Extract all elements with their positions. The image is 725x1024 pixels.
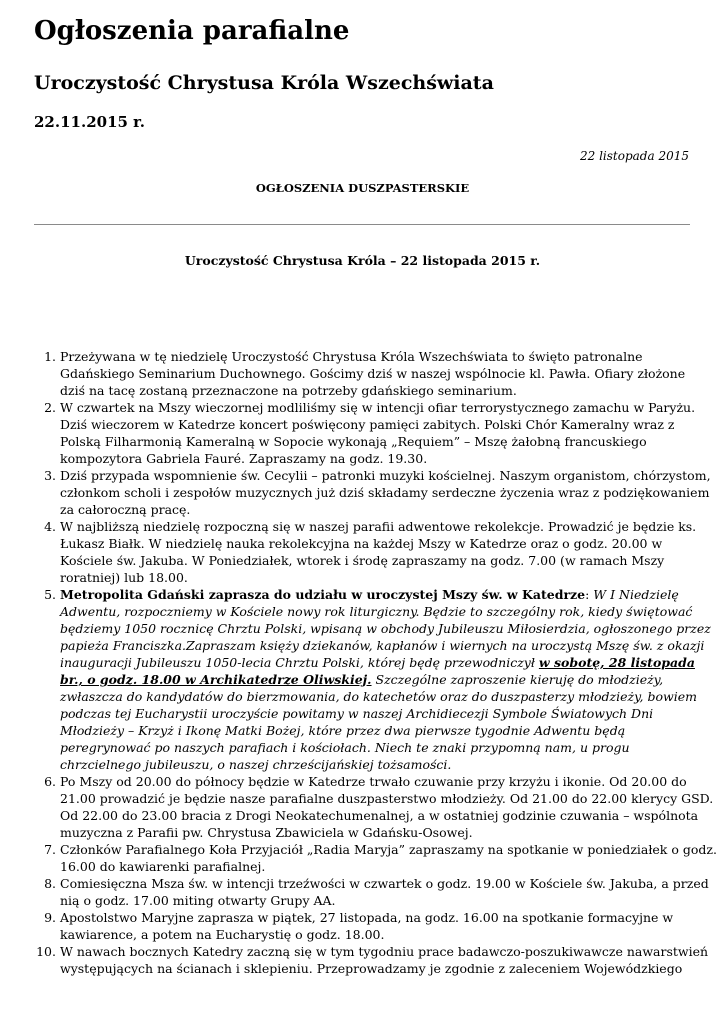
list-item-text: Adwentu, rozpoczniemy w Kościele nowy rok liturgiczny. Będzie to szczególny rok, kiedy świętować (60, 604, 693, 619)
underlined-bold-text: br., o godz. 18.00 w Archikatedrze Oliwskiej. (60, 672, 372, 687)
list-item (44, 467, 711, 518)
list-item-text: zwłaszcza do kandydatów do bierzmowania, do katechetów oraz do duszpasterzy młodzieży, bowiem (60, 689, 697, 704)
list-item-text: kawiarence, a potem na Eucharystię o godz. 18.00. (60, 927, 385, 942)
bold-text: Metropolita Gdański zaprasza do udziału w uroczystej Mszy św. w Katedrze (60, 587, 586, 602)
list-item-text: Polską Filharmonią Kameralną w Sopocie wykonają „Requiem” – Mszę żałobną francuskiego (60, 434, 647, 449)
section-heading: OGŁOSZENIA DUSZPASTERSKIE (255, 181, 470, 195)
list-item-text: roratniej) lub 18.00. (60, 570, 188, 585)
list-item-text: 16.00 do kawiarenki parafialnej. (60, 859, 266, 874)
list-item-text: chrzcielnego jubileuszu, o naszej chrześcijańskiej tożsamości. (60, 757, 452, 772)
list-item (36, 943, 709, 977)
list-number: 4. (44, 519, 56, 534)
list-number: 6. (44, 774, 56, 789)
list-item-text: peregrynować po naszych parafiach i kościołach. Niech te znaki przypomną nam, u progu (60, 740, 630, 755)
list-item-text: Łukasz Białk. W niedzielę nauka rekolekcyjna na każdej Mszy w Katedrze oraz o godz. 20.00 w (60, 536, 663, 551)
italic-text: inauguracji Jubileuszu 1050-lecia Chrztu Polski, której będę przewodniczył (60, 655, 539, 670)
page-title: Ogłoszenia parafialne (34, 16, 350, 46)
list-item-text: kompozytora Gabriela Fauré. Zapraszamy na godz. 19.30. (60, 451, 428, 466)
list-item-text: podczas tej Eucharystii uroczyście powitamy w naszej Archidiecezji Symbole Światowych Dni (60, 706, 654, 721)
horizontal-divider (34, 224, 690, 225)
list-item-text: 21.00 prowadzić je będzie nasze parafialne duszpasterstwo młodzieży. Od 21.00 do 22.00 klerycy GSD. (60, 791, 714, 806)
list-item (44, 841, 717, 875)
list-item-text: Dziś wieczorem w Katedrze koncert poświęcony pamięci zabitych. Polski Chór Kameralny wraz z (60, 417, 675, 432)
list-item-text (60, 586, 695, 603)
list-item (44, 773, 714, 841)
list-item-text: członkom scholi i zespołów muzycznych już dziś składamy serdeczne życzenia wraz z podziękowaniem (60, 485, 710, 500)
list-item-text: Po Mszy od 20.00 do północy będzie w Katedrze trwało czuwanie przy krzyżu i ikonie. Od 20.00 do (60, 774, 687, 789)
announcements-list (36, 348, 717, 977)
list-number: 3. (44, 468, 56, 483)
list-item-text: W najbliższą niedzielę rozpoczną się w naszej parafii adwentowe rekolekcje. Prowadzić je będzie ks. (60, 519, 697, 534)
page-subtitle: Uroczystość Chrystusa Króla Wszechświata (34, 72, 494, 94)
list-number: 1. (44, 349, 56, 364)
list-item-text: Comiesięczna Msza św. w intencji trzeźwości w czwartek o godz. 19.00 w Kościele św. Jakuba, a przed (60, 876, 709, 891)
list-item-text: W czwartek na Mszy wieczornej modliliśmy się w intencji ofiar terrorystycznego zamachu w Paryżu. (60, 400, 696, 415)
plain-text: : (585, 587, 594, 602)
list-item-text: Gdańskiego Seminarium Duchownego. Gościmy dziś w naszej wspólnocie kl. Pawła. Ofiary złożone (60, 366, 686, 381)
list-number: 7. (44, 842, 56, 857)
date-heading: 22.11.2015 r. (34, 113, 145, 131)
list-item-text: Członków Parafialnego Koła Przyjaciół „Radia Maryja” zapraszamy na spotkanie w poniedziałek o godz. (60, 842, 717, 857)
list-item-text: Apostolstwo Maryjne zaprasza w piątek, 27 listopada, na godz. 16.00 na spotkanie formacyjne w (60, 910, 674, 925)
list-item-text: nią o godz. 17.00 miting otwarty Grupy AA. (60, 893, 336, 908)
list-item (44, 909, 695, 943)
announcements-heading: Uroczystość Chrystusa Króla – 22 listopada 2015 r. (184, 253, 541, 268)
underlined-bold-text: w sobotę, 28 listopada (538, 655, 695, 670)
list-item-text: Od 22.00 do 23.00 bracia z Drogi Neokatechumenalnej, a w ostatniej godzinie czuwania – wspólnota (60, 808, 699, 823)
list-item-text: muzyczna z Parafii pw. Chrystusa Zbawiciela w Gdańsku-Osowej. (60, 825, 473, 840)
list-item-text: Przeżywana w tę niedzielę Uroczystość Chrystusa Króla Wszechświata to święto patronalne (60, 349, 643, 364)
list-item-text: Młodzieży – Krzyż i Ikonę Matki Bożej, które przez dwa pierwsze tygodnie Adwentu będą (60, 723, 626, 738)
list-item (44, 875, 709, 909)
list-item (44, 348, 695, 399)
list-item-text: występujących na ścianach i sklepieniu. Przeprowadzamy je zgodnie z zaleceniem Wojewódzkiego (60, 961, 683, 976)
date-line: 22 listopada 2015 (580, 149, 689, 163)
list-item-text: papieża Franciszka.Zapraszam księży dziekanów, kapłanów i wiernych na uroczystą Mszę św. z okazji (60, 638, 705, 653)
list-item (44, 399, 696, 467)
italic-text: W I Niedzielę (593, 587, 679, 602)
list-item-text: Dziś przypada wspomnienie św. Cecylii – patronki muzyki kościelnej. Naszym organistom, chórzystom, (60, 468, 711, 483)
list-item-text: Kościele św. Jakuba. W Poniedziałek, wtorek i środę zapraszamy na godz. 7.00 (w ramach Mszy (60, 553, 665, 568)
list-number: 9. (44, 910, 56, 925)
list-number: 10. (36, 944, 56, 959)
list-number: 8. (44, 876, 56, 891)
list-item-text: za całoroczną pracę. (60, 502, 191, 517)
list-number: 2. (44, 400, 56, 415)
list-item-text: dziś na tacę zostaną przeznaczone na potrzeby gdańskiego seminarium. (60, 383, 517, 398)
list-item-text (60, 671, 695, 688)
list-item (44, 586, 711, 773)
list-item (44, 518, 697, 586)
list-item-text: będziemy 1050 rocznicę Chrztu Polski, wpisaną w obchody Jubileuszu Miłosierdzia, ogłoszonego przez (60, 621, 711, 636)
italic-text: Szczególne zaproszenie kieruję do młodzieży, (371, 672, 664, 687)
list-number: 5. (44, 587, 56, 602)
list-item-text (60, 654, 695, 671)
list-item-text: W nawach bocznych Katedry zaczną się w tym tygodniu prace badawczo-poszukiwawcze nawarstwień (60, 944, 709, 959)
